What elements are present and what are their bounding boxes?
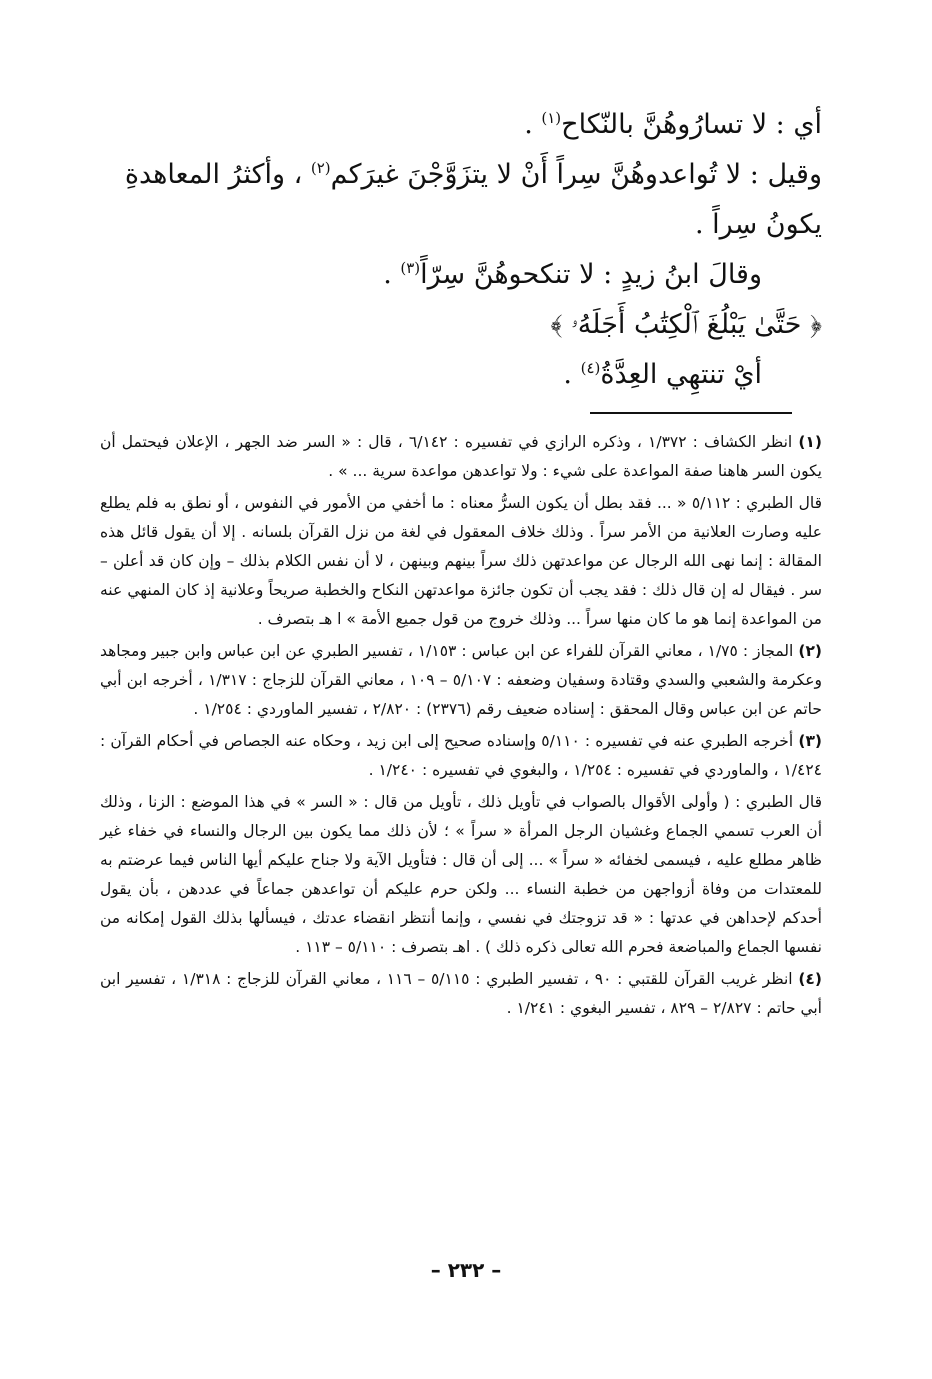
footnote-text: المجاز : ١/٧٥ ، معاني القرآن للفراء عن ابن عباس : ١/١٥٣ ، تفسير الطبري عن ابن عباس وابن جبير ومجاهد وعكرمة والشعبي والسدي وقتادة وسفيان وضعفه : ٥/١٠٧ – ١٠٩ ، معاني القرآن للزجاج : ١/٣١٧ ، أخرجه ابن أبي حاتم عن ابن عباس وقال المحقق : إسناده ضعيف رقم (٢٣٧٦) : ٢/٨٢٠ ، تفسير الماوردي : ١/٢٥٤ . — [100, 642, 822, 718]
main-line-tail: . — [383, 259, 401, 290]
footnote-number: (١) — [798, 433, 822, 451]
footnote-2 — [100, 637, 822, 724]
quran-verse — [100, 300, 822, 350]
main-line-text: وقالَ ابنُ زيدٍ : لا تنكحوهُنَّ سِرّاً — [420, 259, 762, 290]
footnote-ref: (٣) — [400, 259, 421, 277]
main-line-tail: . — [563, 359, 581, 390]
footnote-ref: (٢) — [310, 159, 331, 177]
footnote-ref: (٤) — [580, 359, 601, 377]
footnote-text: قال الطبري : ٥/١١٢ « ... فقد بطل أن يكون السرُّ معناه : ما أخفي من الأمور في النفوس ، أو نطق به فلم يطلع عليه وصارت العلانية من الأمر سراً . وذلك خلاف المعقول في لغة من نزل القرآن بلسانه . إلا أن يقول قائل هذه المقالة : إنما نهى الله الرجال عن مواعدتهن ذلك سراً بينهم وبينهن ، لا أن نفس الكلام بذلك – وإن كان قد أعلن – سر . فيقال له إن قال ذلك : فقد يجب أن تكون جائزة مواعدتهن النكاح والخطبة صريحاً وعلانية إذ كان المنهي عنه من المواعدة إنما هو ما كان منها سراً ... وذلك خروج من قول جميع الأمة » ا هـ بتصرف . — [100, 494, 822, 628]
main-line-tail: ، وأكثرُ المعاهدةِ يكونُ سِراً . — [124, 159, 822, 240]
main-line-text: ﴿ حَتَّىٰ يَبْلُغَ ٱلْكِتَٰبُ أَجَلَهُۥ ﴾ — [550, 309, 822, 340]
main-line-text: أيْ تنتهِي العِدَّةُ — [600, 359, 762, 390]
footnote-3-continuation — [100, 788, 822, 962]
main-line-5 — [100, 350, 822, 400]
main-line-3 — [100, 250, 822, 300]
footnote-number: (٢) — [798, 642, 823, 660]
main-line-2 — [100, 150, 822, 250]
footnote-1-continuation — [100, 489, 822, 634]
footnote-ref: (١) — [541, 109, 562, 127]
main-line-1 — [100, 100, 822, 150]
footnote-text: انظر الكشاف : ١/٣٧٢ ، وذكره الرازي في تفسيره : ٦/١٤٢ ، قال : « السر ضد الجهر ، الإعلان فيحتمل أن يكون السر هاهنا صفة المواعدة على شيء : ولا تواعدهن مواعدة سرية ... » . — [100, 433, 822, 480]
footnote-separator — [590, 412, 792, 414]
footnote-4 — [100, 965, 822, 1023]
footnote-text: أخرجه الطبري عنه في تفسيره : ٥/١١٠ وإسناده صحيح إلى ابن زيد ، وحكاه عنه الجصاص في أحكام القرآن : ١/٤٢٤ ، والماوردي في تفسيره : ١/٢٥٤ ، والبغوي في تفسيره : ١/٢٤٠ . — [100, 732, 822, 779]
main-line-text: وقيل : لا تُواعدوهُنَّ سِراً أَنْ لا يتزَوَّجْنَ غيرَكم — [330, 159, 822, 190]
page-number: – ٢٣٢ – — [430, 1258, 502, 1282]
main-line-tail: . — [524, 109, 542, 140]
main-text — [100, 100, 822, 400]
footnote-3 — [100, 727, 822, 785]
footnote-number: (٣) — [798, 732, 822, 750]
main-line-text: أي : لا تسارُوهُنَّ بالنّكاح — [561, 109, 822, 140]
footnote-text: انظر غريب القرآن للقتبي : ٩٠ ، تفسير الطبري : ٥/١١٥ – ١١٦ ، معاني القرآن للزجاج : ١/٣١٨ ، تفسير ابن أبي حاتم : ٢/٨٢٧ – ٨٢٩ ، تفسير البغوي : ١/٢٤١ . — [100, 970, 822, 1017]
footnotes — [100, 428, 822, 1026]
footnote-1 — [100, 428, 822, 486]
footnote-text: قال الطبري : ( وأولى الأقوال بالصواب في تأويل ذلك ، تأويل من قال : « السر » في هذا الموضع : الزنا ، وذلك أن العرب تسمي الجماع وغشيان الرجل المرأة « سراً » ؛ لأن ذلك مما يكون بين الرجال والنساء في خفاء غير ظاهر مطلع عليه ، فيسمى لخفائه « سراً » ... إلى أن قال : فتأويل الآية ولا جناح عليكم أيها الناس فيما عرضتم به للمعتدات من وفاة أزواجهن من خطبة النساء ... ولكن حرم عليكم أن تواعدهن جماعاً في عددهن ، بأن يقول أحدكم لإحداهن في عدتها : « قد تزوجتك في نفسي ، وإنما أنتظر انقضاء عدتك ، فيسألها بذلك القول إمكانه من نفسها الجماع والمباضعة فحرم الله تعالى ذكره ذلك ) . اهـ بتصرف : ٥/١١٠ – ١١٣ . — [100, 793, 822, 956]
footnote-number: (٤) — [798, 970, 822, 988]
